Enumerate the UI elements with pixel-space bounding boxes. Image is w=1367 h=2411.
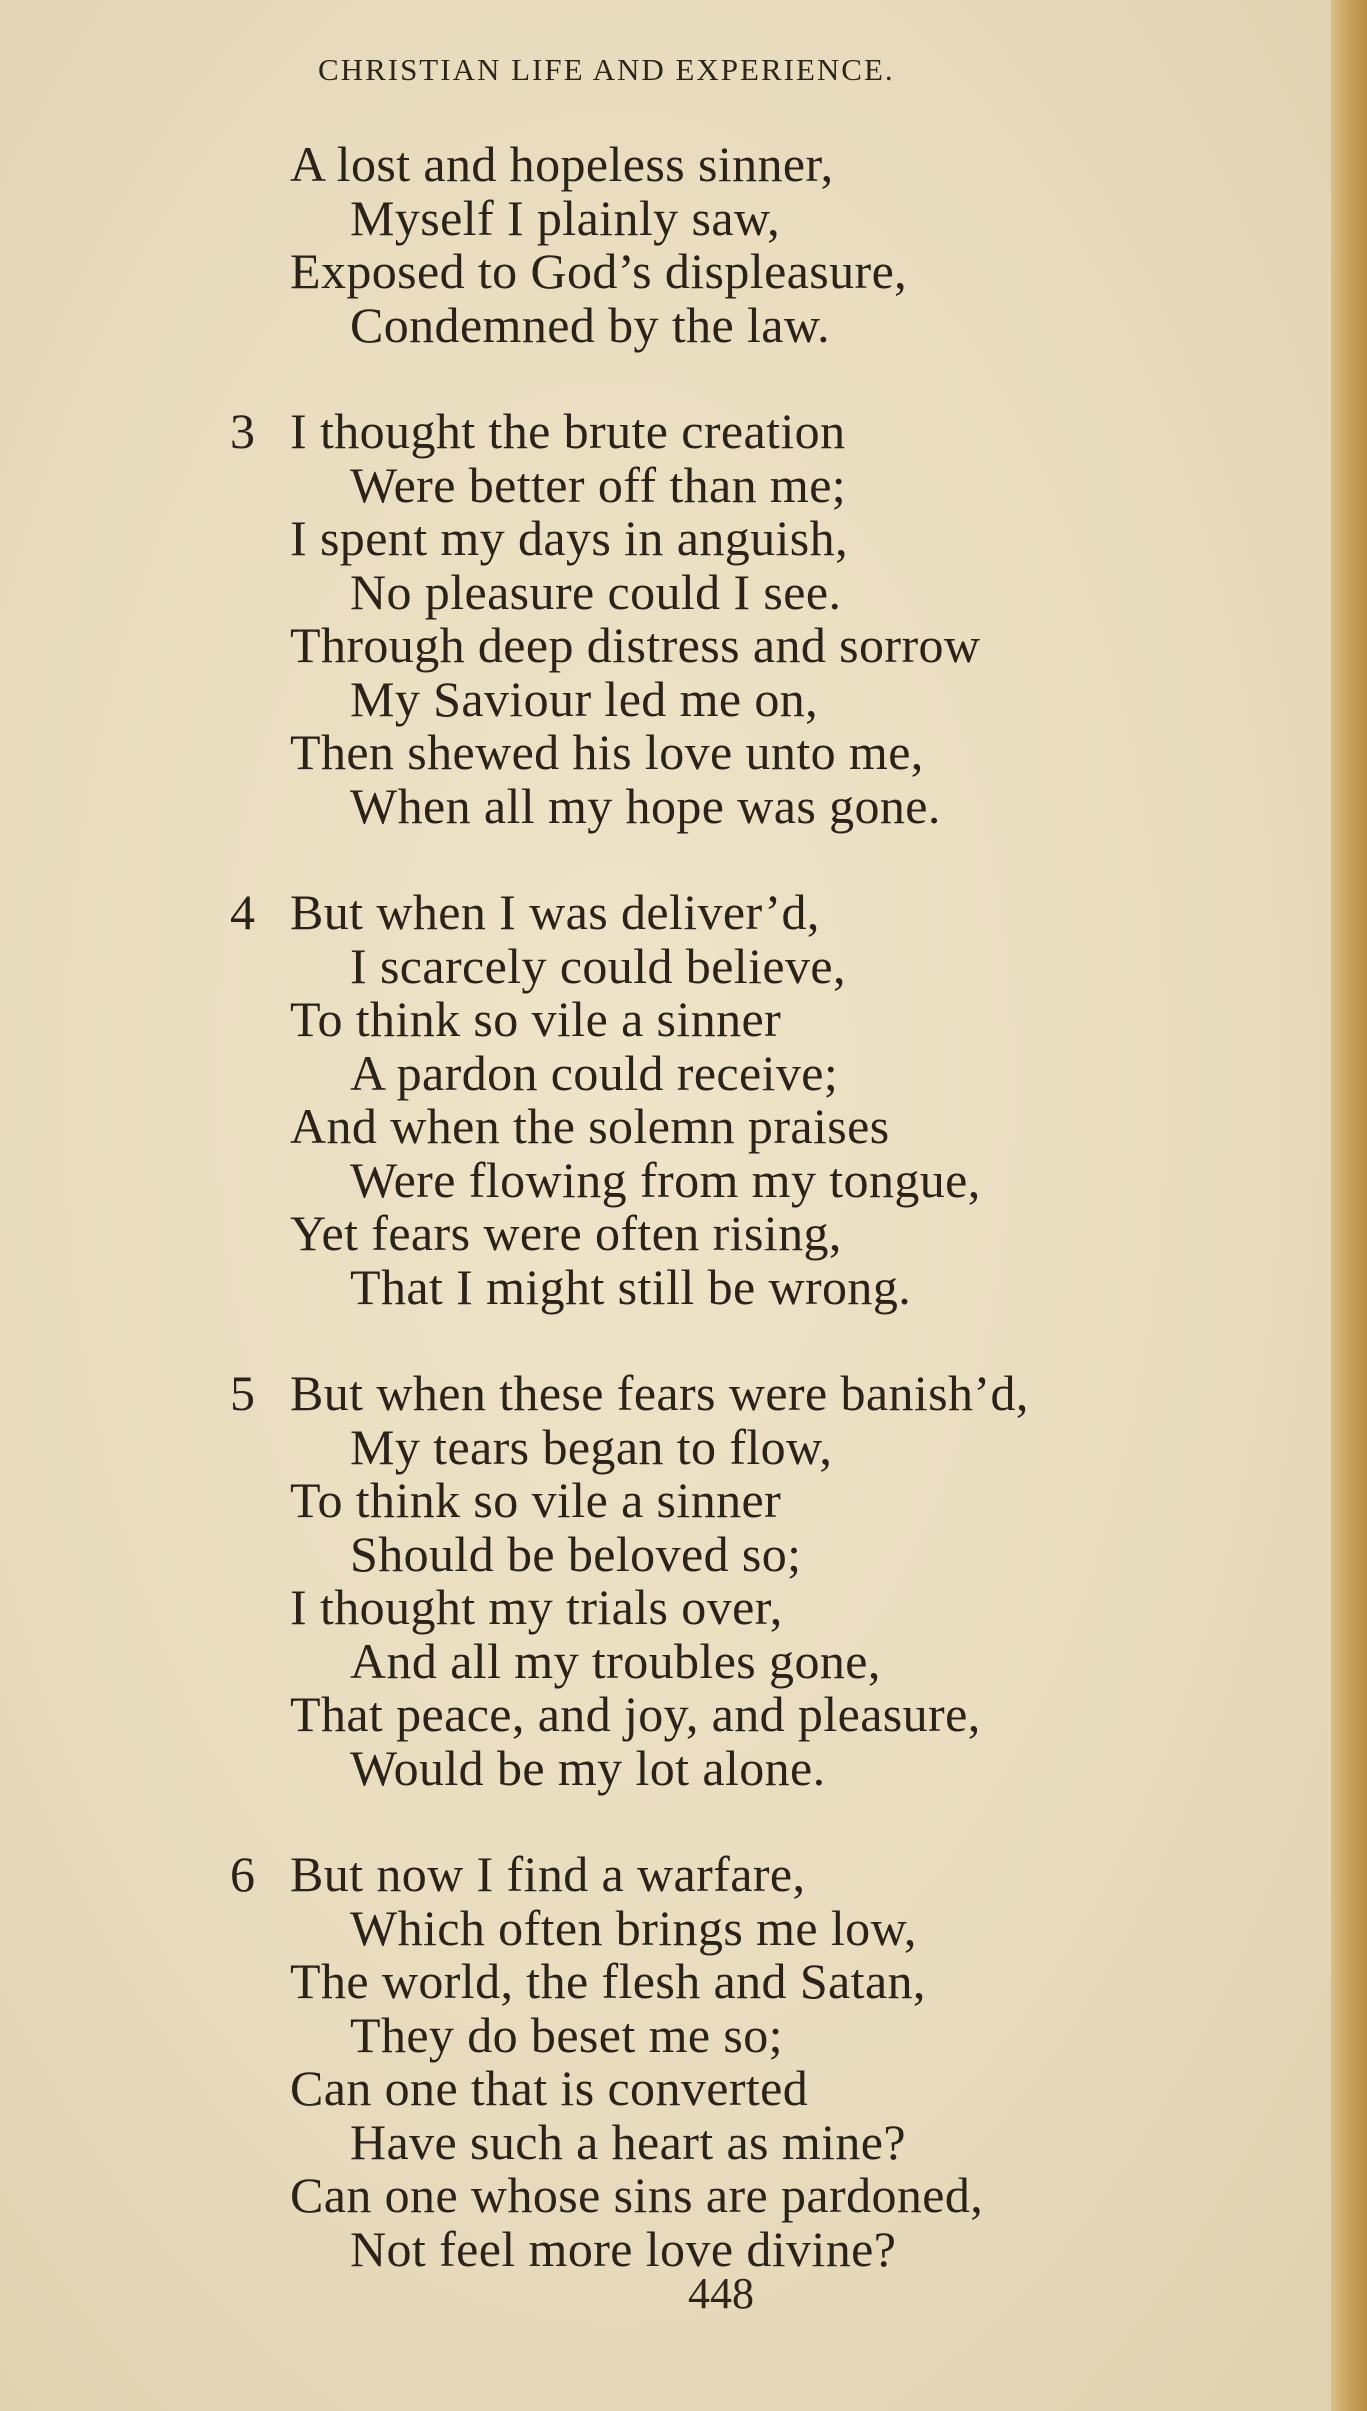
verse-line: To think so vile a sinner: [290, 991, 782, 1047]
verse-line: Exposed to God’s displeasure,: [290, 243, 908, 299]
verse-line: Condemned by the law.: [350, 296, 831, 353]
verse-line: They do beset me so;: [350, 2006, 783, 2063]
verse-line: Through deep distress and sorrow: [290, 617, 981, 673]
verse-line: A pardon could receive;: [350, 1044, 839, 1101]
verse-line: My Saviour led me on,: [350, 670, 819, 727]
verse-line: That I might still be wrong.: [350, 1258, 912, 1315]
running-header: CHRISTIAN LIFE AND EXPERIENCE.: [318, 52, 895, 87]
verse-line: That peace, and joy, and pleasure,: [290, 1686, 981, 1742]
stanza: [230, 886, 1330, 1314]
stanza: [230, 1848, 1330, 2276]
verse-line: Would be my lot alone.: [350, 1739, 826, 1796]
stanza-number: 5: [230, 1365, 255, 1421]
verse-line: Should be beloved so;: [350, 1525, 802, 1582]
verse-line: No pleasure could I see.: [350, 563, 842, 620]
verse-line: Not feel more love divine?: [350, 2220, 897, 2277]
stanza: [230, 405, 1330, 833]
verse-line: My tears began to flow,: [350, 1418, 833, 1475]
verse-line: I thought my trials over,: [290, 1579, 783, 1635]
stanza: [230, 1367, 1330, 1795]
verse-line: I thought the brute creation: [290, 403, 846, 459]
verse-line: Were better off than me;: [350, 456, 847, 513]
verse-line: Can one whose sins are pardoned,: [290, 2167, 984, 2223]
verse-line: I scarcely could believe,: [350, 937, 846, 994]
hymn-text: [230, 138, 1330, 2329]
page-number: 448: [688, 2269, 754, 2318]
verse-line: A lost and hopeless sinner,: [290, 136, 834, 192]
verse-line: Were flowing from my tongue,: [350, 1151, 981, 1208]
verse-line: But now I find a warfare,: [290, 1846, 806, 1902]
verse-line: And when the solemn praises: [290, 1098, 890, 1154]
verse-line: I spent my days in anguish,: [290, 510, 848, 566]
verse-line: And all my troubles gone,: [350, 1632, 881, 1689]
stanza-number: 4: [230, 884, 255, 940]
stanza-number: 3: [230, 403, 255, 459]
verse-line: Have such a heart as mine?: [350, 2113, 906, 2170]
page-edge: [1331, 0, 1367, 2411]
verse-line: Can one that is converted: [290, 2060, 809, 2116]
stanza-number: 6: [230, 1846, 255, 1902]
verse-line: But when these fears were banish’d,: [290, 1365, 1029, 1421]
verse-line: Which often brings me low,: [350, 1899, 917, 1956]
verse-line: Myself I plainly saw,: [350, 189, 781, 246]
verse-line: When all my hope was gone.: [350, 777, 941, 834]
verse-line: The world, the flesh and Satan,: [290, 1953, 926, 2009]
verse-line: To think so vile a sinner: [290, 1472, 782, 1528]
stanza: [230, 138, 1330, 352]
verse-line: Then shewed his love unto me,: [290, 724, 924, 780]
verse-line: Yet fears were often rising,: [290, 1205, 842, 1261]
verse-line: But when I was deliver’d,: [290, 884, 820, 940]
